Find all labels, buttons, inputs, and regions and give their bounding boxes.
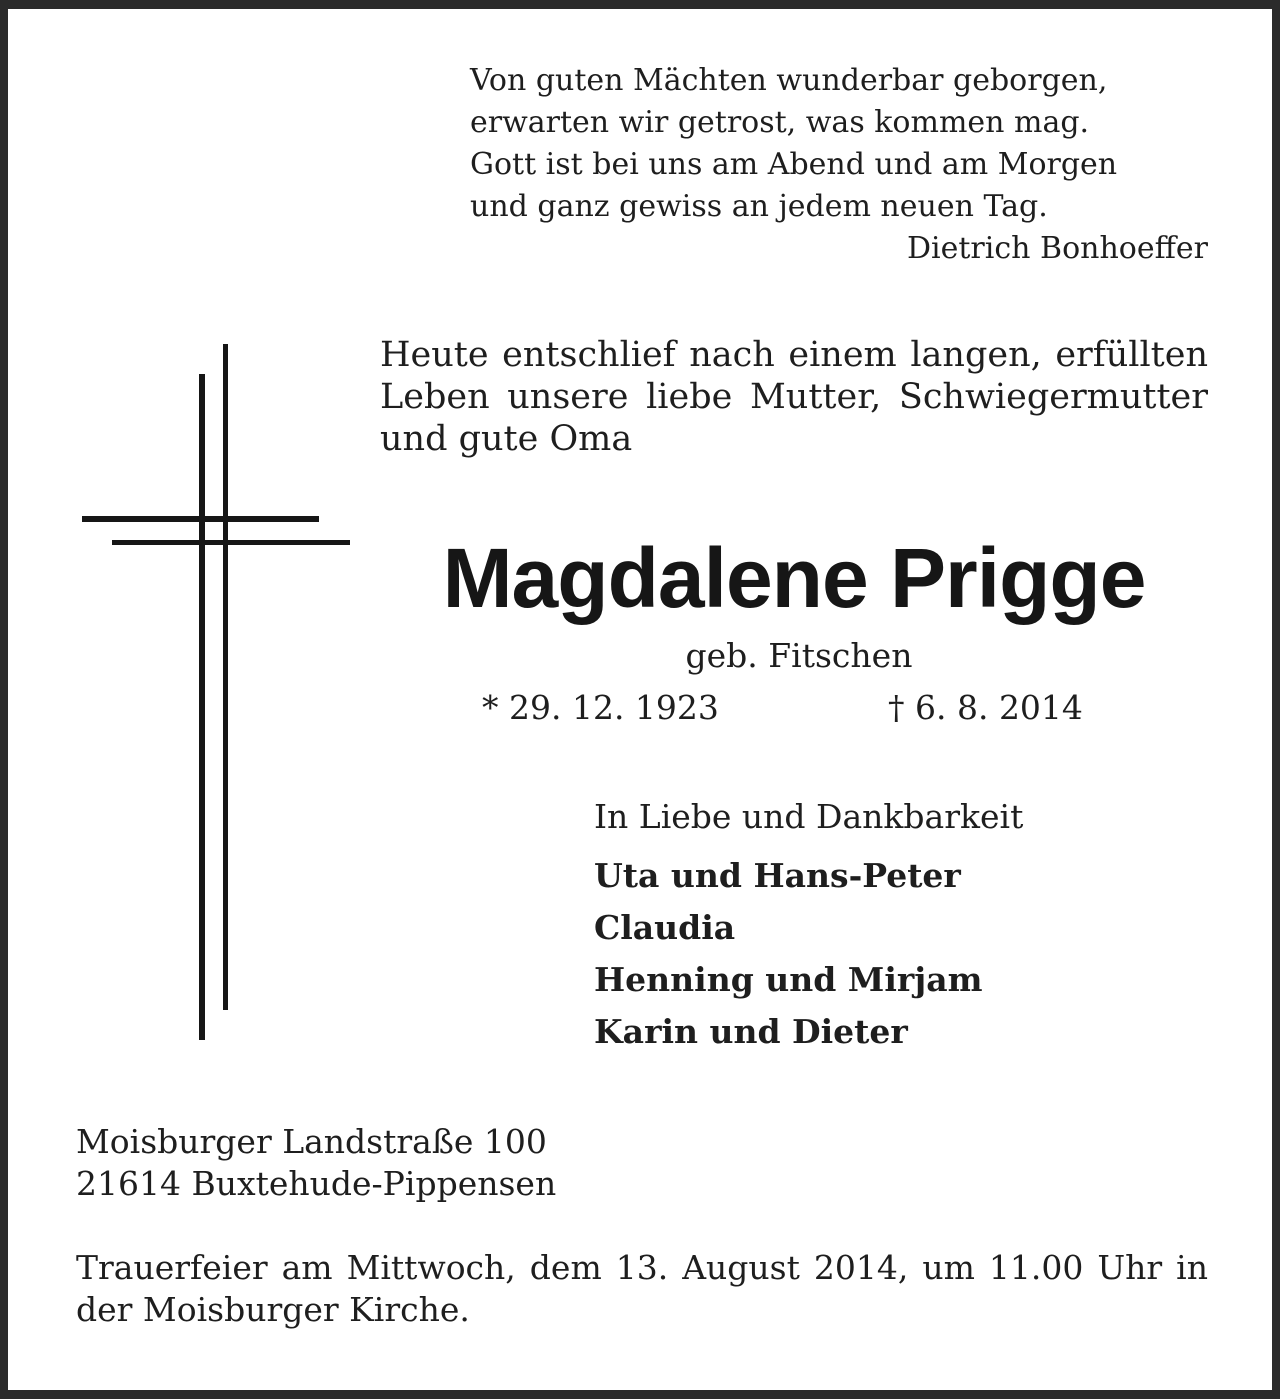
death-date: † 6. 8. 2014 — [888, 688, 1083, 727]
address-city: 21614 Buxtehude-Pippensen — [76, 1164, 557, 1203]
gratitude-line: In Liebe und Dankbarkeit — [594, 797, 1024, 836]
mourner-name: Karin und Dieter — [594, 1012, 908, 1051]
maiden-name: geb. Fitschen — [685, 636, 913, 675]
poem-line: und ganz gewiss an jedem neuen Tag. — [470, 189, 1048, 224]
address-block — [76, 1121, 556, 1205]
funeral-service-info: Trauerfeier am Mittwoch, dem 13. August 2014, um 11.00 Uhr in der Moisburger Kirche. — [76, 1248, 1208, 1329]
poem-author: Dietrich Bonhoeffer — [906, 231, 1208, 266]
intro-text: Heute entschlief nach einem langen, erfüllten Leben unsere liebe Mutter, Schwiegermutter und gute Oma — [380, 335, 1208, 459]
deceased-name: Magdalene Prigge — [442, 531, 1146, 625]
poem — [470, 60, 1210, 228]
address-street: Moisburger Landstraße 100 — [76, 1122, 547, 1161]
mourner-name: Uta und Hans-Peter — [594, 856, 961, 895]
mourner-name: Henning und Mirjam — [594, 960, 983, 999]
poem-line: erwarten wir getrost, was kommen mag. — [470, 105, 1090, 140]
poem-line: Von guten Mächten wunderbar geborgen, — [470, 63, 1108, 98]
poem-line: Gott ist bei uns am Abend und am Morgen — [470, 147, 1118, 182]
mourner-name: Claudia — [594, 908, 736, 947]
mourners-list — [594, 850, 983, 1058]
birth-date: * 29. 12. 1923 — [482, 688, 719, 727]
